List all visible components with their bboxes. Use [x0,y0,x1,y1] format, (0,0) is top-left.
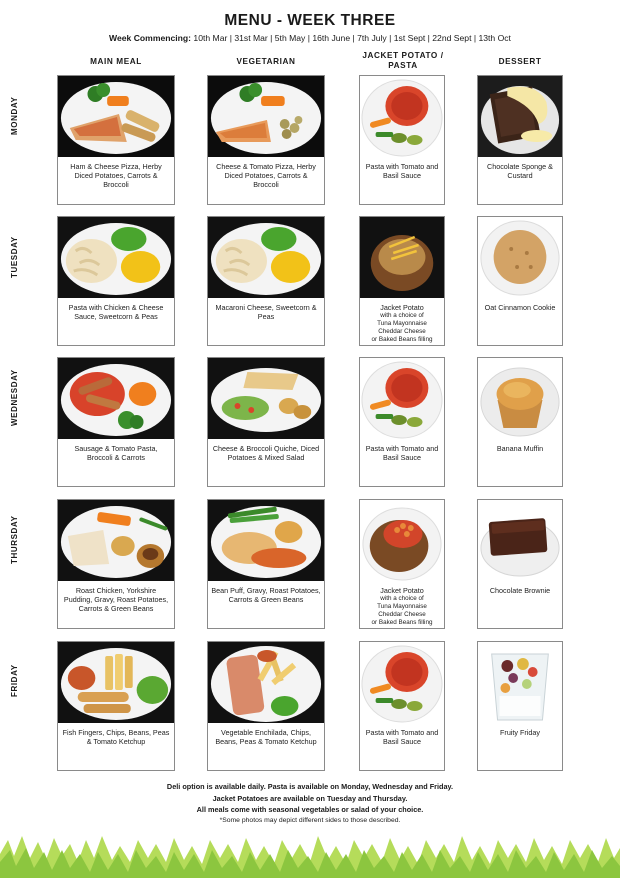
meal-caption-detail: with a choice of [380,595,424,603]
meal-caption-detail: or Baked Beans filling [371,336,433,344]
day-label-monday: MONDAY [10,96,19,136]
meal-photo [478,76,562,157]
meal-caption-detail: or Baked Beans filling [371,619,433,627]
meal-card-thursday-dessert [477,499,563,629]
meal-photo [58,358,174,439]
meal-caption-detail: Tuna Mayonnaise [377,603,427,611]
meal-photo [360,76,444,157]
meal-photo [208,76,324,157]
meal-caption-detail: Cheddar Cheese [378,328,426,336]
footer-line-2: Jacket Potatoes are available on Tuesday and Thursday. [212,794,408,803]
meal-caption-title: Jacket Potato [380,586,424,595]
meal-caption: Sausage & Tomato Pasta, Broccoli & Carrots [74,444,158,463]
week-commencing-label: Week Commencing: [109,33,192,43]
meal-card-thursday-jacket [359,499,445,629]
meal-card-thursday-main [57,499,175,629]
meal-caption [363,586,441,627]
meal-card-monday-dessert [477,75,563,205]
meal-card-friday-jacket [359,641,445,771]
day-label-friday: FRIDAY [10,664,19,698]
meal-card-wednesday-veg [207,357,325,487]
meal-photo [478,217,562,298]
meal-photo [58,642,174,723]
meal-caption: Oat Cinnamon Cookie [484,303,556,312]
meal-photo [208,500,324,581]
meal-caption: Pasta with Chicken & Cheese Sauce, Sweetcorn & Peas [68,303,164,322]
day-label-wednesday: WEDNESDAY [10,369,19,427]
meal-photo [58,500,174,581]
meal-caption: Pasta with Tomato and Basil Sauce [365,728,439,747]
meal-photo [478,500,562,581]
page-title: MENU - WEEK THREE [224,12,396,29]
meal-card-monday-jacket [359,75,445,205]
meal-caption: Chocolate Brownie [489,586,551,595]
meal-photo [208,642,324,723]
meal-caption: Pasta with Tomato and Basil Sauce [365,162,439,181]
meal-caption: Fish Fingers, Chips, Beans, Peas & Tomato Ketchup [62,728,170,747]
column-header-dessert: DESSERT [498,57,542,66]
meal-caption: Pasta with Tomato and Basil Sauce [365,444,439,463]
meal-caption: Roast Chicken, Yorkshire Pudding, Gravy, Roast Potatoes, Carrots & Green Beans [63,586,169,614]
meal-caption-detail: Tuna Mayonnaise [377,320,427,328]
meal-caption: Macaroni Cheese, Sweetcorn & Peas [215,303,317,322]
meal-photo [360,500,444,581]
meal-card-tuesday-jacket [359,216,445,346]
meal-photo [58,76,174,157]
meal-caption: Chocolate Sponge & Custard [487,162,553,181]
meal-card-wednesday-jacket [359,357,445,487]
meal-photo [58,217,174,298]
meal-caption: Cheese & Broccoli Quiche, Diced Potatoes & Mixed Salad [212,444,320,463]
meal-photo [360,217,444,298]
meal-card-friday-main [57,641,175,771]
meal-caption: Fruity Friday [500,728,540,737]
day-label-tuesday: TUESDAY [10,236,19,278]
column-header-jacket-pasta: JACKET POTATO / PASTA [362,51,444,70]
meal-card-friday-veg [207,641,325,771]
meal-caption: Cheese & Tomato Pizza, Herby Diced Potatoes, Carrots & Broccoli [216,162,316,190]
meal-card-tuesday-dessert [477,216,563,346]
meal-photo [360,358,444,439]
meal-photo [360,642,444,723]
grass-decoration [0,818,620,878]
meal-caption: Banana Muffin [496,444,544,453]
meal-card-thursday-veg [207,499,325,629]
meal-card-friday-dessert [477,641,563,771]
meal-caption: Ham & Cheese Pizza, Herby Diced Potatoes, Carrots & Broccoli [70,162,162,190]
day-label-thursday: THURSDAY [10,515,19,565]
meal-photo [208,358,324,439]
column-header-vegetarian: VEGETARIAN [236,57,296,66]
meal-photo [208,217,324,298]
meal-card-tuesday-main [57,216,175,346]
column-header-main-meal: MAIN MEAL [90,57,142,66]
meal-caption-title: Jacket Potato [380,303,424,312]
footer-note: *Some photos may depict different sides to those described. [219,817,401,824]
meal-card-monday-veg [207,75,325,205]
meal-caption-detail: Cheddar Cheese [378,611,426,619]
meal-card-monday-main [57,75,175,205]
meal-caption-detail: with a choice of [380,312,424,320]
meal-card-wednesday-dessert [477,357,563,487]
meal-caption: Bean Puff, Gravy, Roast Potatoes, Carrots & Green Beans [211,586,321,605]
meal-card-tuesday-veg [207,216,325,346]
meal-caption [363,303,441,344]
footer-line-1: Deli option is available daily. Pasta is available on Monday, Wednesday and Friday. [166,782,454,791]
meal-caption: Vegetable Enchilada, Chips, Beans, Peas & Tomato Ketchup [215,728,317,747]
week-commencing [0,33,620,43]
meal-card-wednesday-main [57,357,175,487]
meal-photo [478,642,562,723]
week-commencing-dates: 10th Mar | 31st Mar | 5th May | 16th June | 7th July | 1st Sept | 22nd Sept | 13th Oct [193,33,511,43]
footer-line-3: All meals come with seasonal vegetables or salad of your choice. [196,805,424,814]
meal-photo [478,358,562,439]
